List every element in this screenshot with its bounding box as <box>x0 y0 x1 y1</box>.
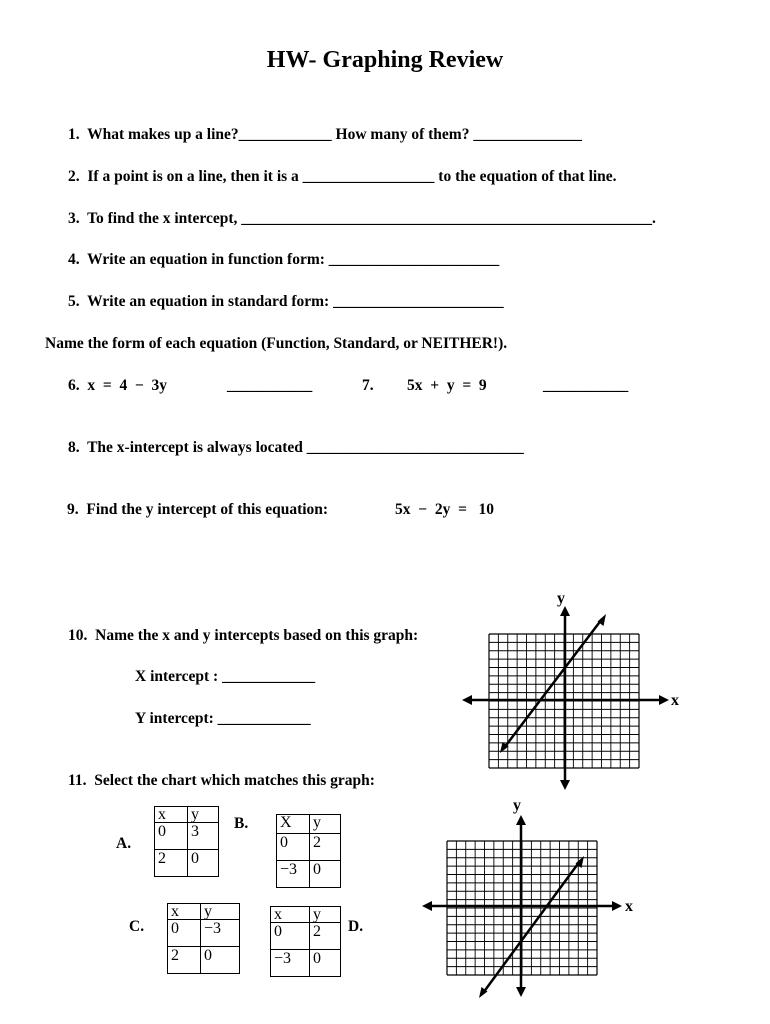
graph-question-11 <box>418 793 648 1003</box>
table-cell: 0 <box>310 861 341 888</box>
form-instruction: Name the form of each equation (Function, Standard, or NEITHER!). <box>45 335 508 352</box>
question-11: 11. Select the chart which matches this graph: <box>68 772 375 789</box>
table-cell: −3 <box>271 950 310 977</box>
question-4: 4. Write an equation in function form: ______________________ <box>68 251 500 268</box>
table-cell: 0 <box>271 923 310 950</box>
arrowhead-up-icon <box>516 815 526 825</box>
question-9-equation: 5x − 2y = 10 <box>395 501 495 518</box>
table-header-cell: y <box>188 807 219 823</box>
arrowhead-down-icon <box>516 987 526 997</box>
table-cell: 0 <box>277 834 310 861</box>
table-header-cell: X <box>277 815 310 834</box>
table-cell: 0 <box>168 920 201 947</box>
table-cell: 0 <box>201 947 240 974</box>
choice-a-label: A. <box>116 835 132 852</box>
table-cell: −3 <box>201 920 240 947</box>
arrowhead-right-icon <box>612 901 622 911</box>
question-2: 2. If a point is on a line, then it is a _________________ to the equation of that line. <box>68 168 617 185</box>
choice-d-table <box>270 906 341 977</box>
question-7-blank: ___________ <box>543 377 629 394</box>
table-cell: 2 <box>168 947 201 974</box>
table-header-cell: y <box>310 907 341 923</box>
graph-10-x-label: x <box>671 692 679 709</box>
choice-c-label: C. <box>129 918 145 935</box>
question-7: 5x + y = 9 <box>407 377 487 394</box>
question-5: 5. Write an equation in standard form: ______________________ <box>68 293 504 310</box>
question-6-blank: ___________ <box>227 377 313 394</box>
table-cell: 2 <box>155 850 188 877</box>
table-cell: 0 <box>310 950 341 977</box>
graph-10-line <box>504 619 602 748</box>
table-header-cell: x <box>155 807 188 823</box>
graph-11-x-label: x <box>625 898 633 915</box>
table-cell: −3 <box>277 861 310 888</box>
choice-c-table <box>167 903 240 974</box>
table-cell: 0 <box>155 823 188 850</box>
page-title: HW- Graphing Review <box>266 47 504 73</box>
graph-11-y-label: y <box>513 797 521 814</box>
arrowhead-left-icon <box>462 695 472 705</box>
table-cell: 2 <box>310 834 341 861</box>
arrowhead-right-icon <box>659 695 669 705</box>
choice-d-label: D. <box>348 918 364 935</box>
question-10-y-intercept: Y intercept: ____________ <box>135 710 311 727</box>
arrowhead-up-icon <box>560 606 570 616</box>
arrowhead-down-icon <box>560 780 570 790</box>
table-header-cell: y <box>201 904 240 920</box>
question-3: 3. To find the x intercept, _____________________________________________________. <box>68 210 656 227</box>
graph-question-10 <box>458 588 688 793</box>
arrowhead-left-icon <box>422 901 432 911</box>
choice-b-table <box>276 814 341 888</box>
question-10: 10. Name the x and y intercepts based on this graph: <box>68 627 419 644</box>
table-header-cell: y <box>310 815 341 834</box>
question-10-x-intercept: X intercept : ____________ <box>135 668 316 685</box>
graph-10-y-label: y <box>557 590 565 607</box>
table-cell: 3 <box>188 823 219 850</box>
question-6: 6. x = 4 − 3y <box>68 377 168 394</box>
question-9: 9. Find the y intercept of this equation: <box>67 501 329 518</box>
table-header-cell: x <box>271 907 310 923</box>
question-8: 8. The x-intercept is always located ____________________________ <box>68 439 524 456</box>
table-header-cell: x <box>168 904 201 920</box>
question-1: 1. What makes up a line?____________ How many of them? ______________ <box>68 126 582 143</box>
choice-b-label: B. <box>234 815 249 832</box>
question-7-number: 7. <box>362 377 374 394</box>
table-cell: 0 <box>188 850 219 877</box>
table-cell: 2 <box>310 923 341 950</box>
choice-a-table <box>154 806 219 877</box>
